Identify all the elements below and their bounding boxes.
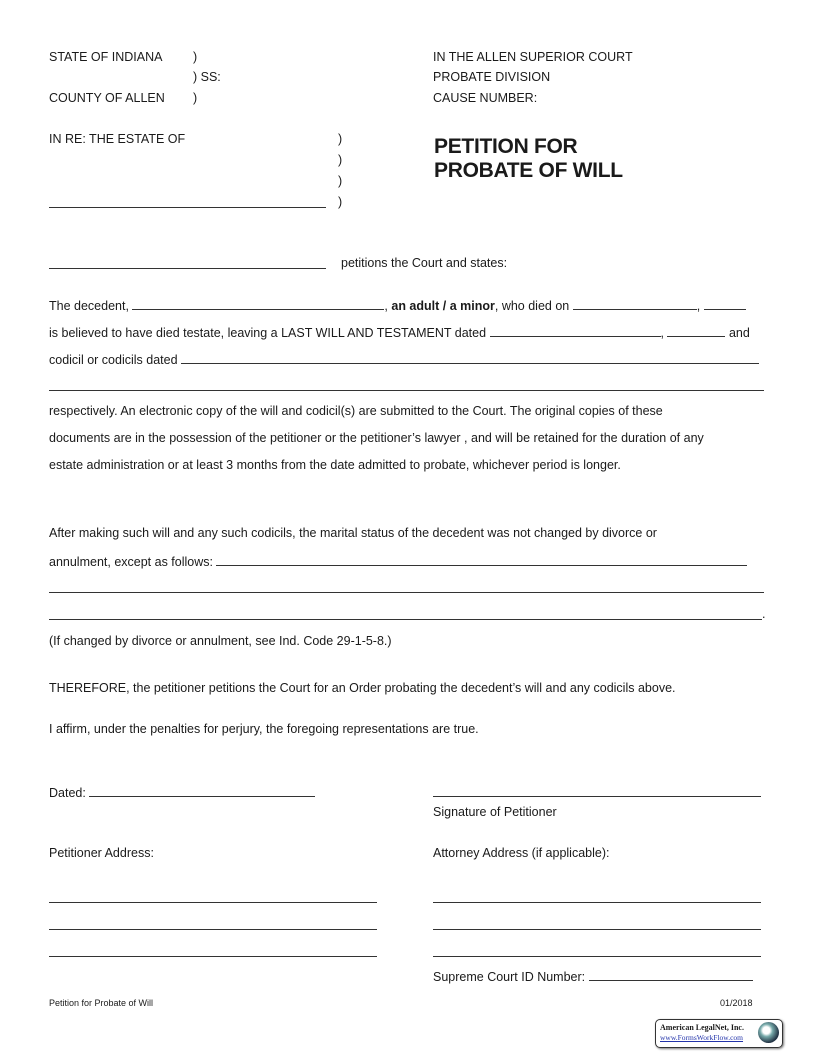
signature-label: Signature of Petitioner <box>433 805 557 819</box>
will-date-field[interactable] <box>490 324 661 337</box>
codicil-line <box>49 351 759 368</box>
petitioner-address-field[interactable] <box>49 956 377 957</box>
logo-name: American LegalNet, Inc. <box>660 1023 744 1032</box>
adult-minor-option: an adult / a minor <box>391 299 495 313</box>
text: , <box>696 299 701 313</box>
marital-changes-field[interactable] <box>216 553 747 566</box>
paragraph-line: respectively. An electronic copy of the will and codicil(s) are submitted to the Court. The original copies of these <box>49 404 663 418</box>
period: . <box>762 607 766 621</box>
codicil-dates-field[interactable] <box>181 351 759 364</box>
text: is believed to have died testate, leaving a LAST WILL AND TESTAMENT dated <box>49 326 490 340</box>
paren: ) <box>338 174 343 188</box>
ss-label: ) SS: <box>193 70 221 84</box>
will-year-field[interactable] <box>667 324 725 337</box>
therefore-text: THEREFORE, the petitioner petitions the Court for an Order probating the decedent’s will and any codicils above. <box>49 681 676 695</box>
paren: ) <box>193 91 198 105</box>
dated-field[interactable] <box>89 784 315 797</box>
death-date-field[interactable] <box>573 297 697 310</box>
text: and <box>725 326 750 340</box>
petitioner-name-field[interactable] <box>49 268 326 269</box>
in-re-label: IN RE: THE ESTATE OF <box>49 132 186 146</box>
text: codicil or codicils dated <box>49 353 182 367</box>
logo-link[interactable]: www.FormsWorkFlow.com <box>660 1033 744 1042</box>
form-name: Petition for Probate of Will <box>49 998 154 1008</box>
county-label: COUNTY OF ALLEN <box>49 91 165 105</box>
globe-icon <box>758 1022 779 1043</box>
decedent-name-field[interactable] <box>132 297 384 310</box>
attorney-address-field[interactable] <box>433 929 761 930</box>
petitions-text: petitions the Court and states: <box>341 256 508 270</box>
marital-line <box>49 553 747 570</box>
supreme-court-id-line <box>433 968 753 985</box>
page-title <box>434 135 623 183</box>
form-version: 01/2018 <box>720 998 753 1008</box>
testate-line <box>49 324 750 341</box>
decedent-line <box>49 297 746 314</box>
text: , <box>384 299 388 313</box>
paren: ) <box>338 132 343 146</box>
division-label: PROBATE DIVISION <box>433 70 551 84</box>
text: , <box>660 326 664 340</box>
death-year-field[interactable] <box>704 297 746 310</box>
paren: ) <box>193 50 198 64</box>
affirm-text: I affirm, under the penalties for perjury, the foregoing representations are true. <box>49 722 479 736</box>
text: , who died on <box>494 299 573 313</box>
paren: ) <box>338 153 343 167</box>
code-note: (If changed by divorce or annulment, see Ind. Code 29-1-5-8.) <box>49 634 392 648</box>
paragraph-line: documents are in the possession of the petitioner or the petitioner’s lawyer , and will be retained for the duration of any <box>49 431 704 445</box>
text: Dated: <box>49 786 90 800</box>
marital-changes-field-3[interactable] <box>49 619 762 620</box>
title-line1: PETITION FOR <box>434 135 578 158</box>
supreme-court-id-field[interactable] <box>589 968 753 981</box>
state-label: STATE OF INDIANA <box>49 50 163 64</box>
paragraph-line: After making such will and any such codicils, the marital status of the decedent was not changed by divorce or <box>49 526 657 540</box>
petitioner-address-field[interactable] <box>49 902 377 903</box>
text: annulment, except as follows: <box>49 555 217 569</box>
attorney-address-field[interactable] <box>433 956 761 957</box>
text: The decedent, <box>49 299 133 313</box>
signature-field[interactable] <box>433 796 761 797</box>
paragraph-line: estate administration or at least 3 months from the date admitted to probate, whichever period is longer. <box>49 458 621 472</box>
dated-line <box>49 784 315 801</box>
marital-changes-field-2[interactable] <box>49 592 764 593</box>
codicil-dates-field-2[interactable] <box>49 390 764 391</box>
cause-number-label: CAUSE NUMBER: <box>433 91 538 105</box>
american-legalnet-logo[interactable] <box>655 1019 783 1048</box>
title-line2: PROBATE OF WILL <box>434 159 623 182</box>
petitioner-address-field[interactable] <box>49 929 377 930</box>
petitioner-address-label: Petitioner Address: <box>49 846 154 860</box>
paren: ) <box>338 195 343 209</box>
text: Supreme Court ID Number: <box>433 970 589 984</box>
attorney-address-label: Attorney Address (if applicable): <box>433 846 610 860</box>
attorney-address-field[interactable] <box>433 902 761 903</box>
court-label: IN THE ALLEN SUPERIOR COURT <box>433 50 633 64</box>
estate-name-field[interactable] <box>49 207 326 208</box>
